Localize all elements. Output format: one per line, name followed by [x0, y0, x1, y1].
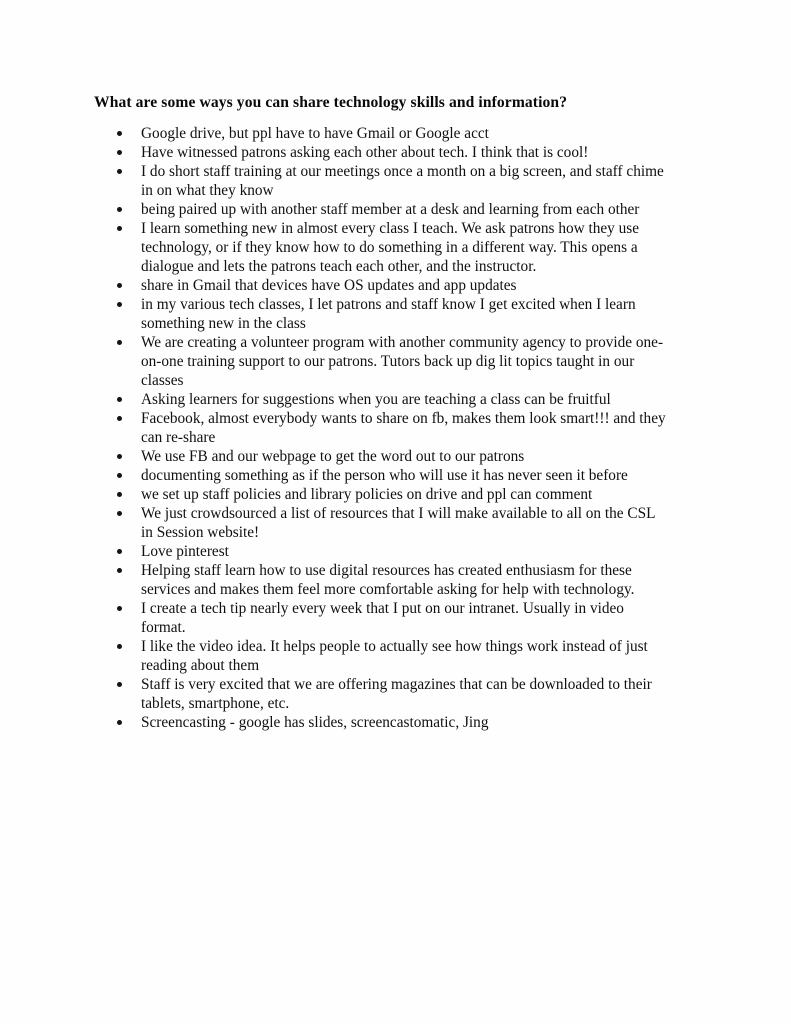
list-item: Helping staff learn how to use digital resources has created enthusiasm for these services and makes them feel more comfortable asking for help with technology.	[94, 561, 666, 599]
list-item: being paired up with another staff member at a desk and learning from each other	[94, 200, 666, 219]
list-item: Facebook, almost everybody wants to share on fb, makes them look smart!!! and they can re-share	[94, 409, 666, 447]
document-content	[94, 93, 666, 732]
list-item: Asking learners for suggestions when you are teaching a class can be fruitful	[94, 390, 666, 409]
list-item: documenting something as if the person who will use it has never seen it before	[94, 466, 666, 485]
list-item: We are creating a volunteer program with another community agency to provide one-on-one training support to our patrons. Tutors back up dig lit topics taught in our classes	[94, 333, 666, 390]
list-item: I create a tech tip nearly every week that I put on our intranet. Usually in video format.	[94, 599, 666, 637]
list-item: We just crowdsourced a list of resources that I will make available to all on the CSL in Session website!	[94, 504, 666, 542]
list-item: Google drive, but ppl have to have Gmail or Google acct	[94, 124, 666, 143]
list-item: Have witnessed patrons asking each other about tech. I think that is cool!	[94, 143, 666, 162]
list-item: I learn something new in almost every class I teach. We ask patrons how they use technology, or if they know how to do something in a different way. This opens a dialogue and lets the patrons teach each other, and the instructor.	[94, 219, 666, 276]
list-item: Love pinterest	[94, 542, 666, 561]
list-item: we set up staff policies and library policies on drive and ppl can comment	[94, 485, 666, 504]
bullet-list	[94, 124, 666, 732]
list-item: I like the video idea. It helps people to actually see how things work instead of just reading about them	[94, 637, 666, 675]
list-item: Staff is very excited that we are offering magazines that can be downloaded to their tablets, smartphone, etc.	[94, 675, 666, 713]
list-item: Screencasting - google has slides, screencastomatic, Jing	[94, 713, 666, 732]
list-item: I do short staff training at our meetings once a month on a big screen, and staff chime in on what they know	[94, 162, 666, 200]
list-item: We use FB and our webpage to get the word out to our patrons	[94, 447, 666, 466]
page-title: What are some ways you can share technology skills and information?	[94, 94, 568, 111]
list-item: share in Gmail that devices have OS updates and app updates	[94, 276, 666, 295]
list-item: in my various tech classes, I let patrons and staff know I get excited when I learn something new in the class	[94, 295, 666, 333]
